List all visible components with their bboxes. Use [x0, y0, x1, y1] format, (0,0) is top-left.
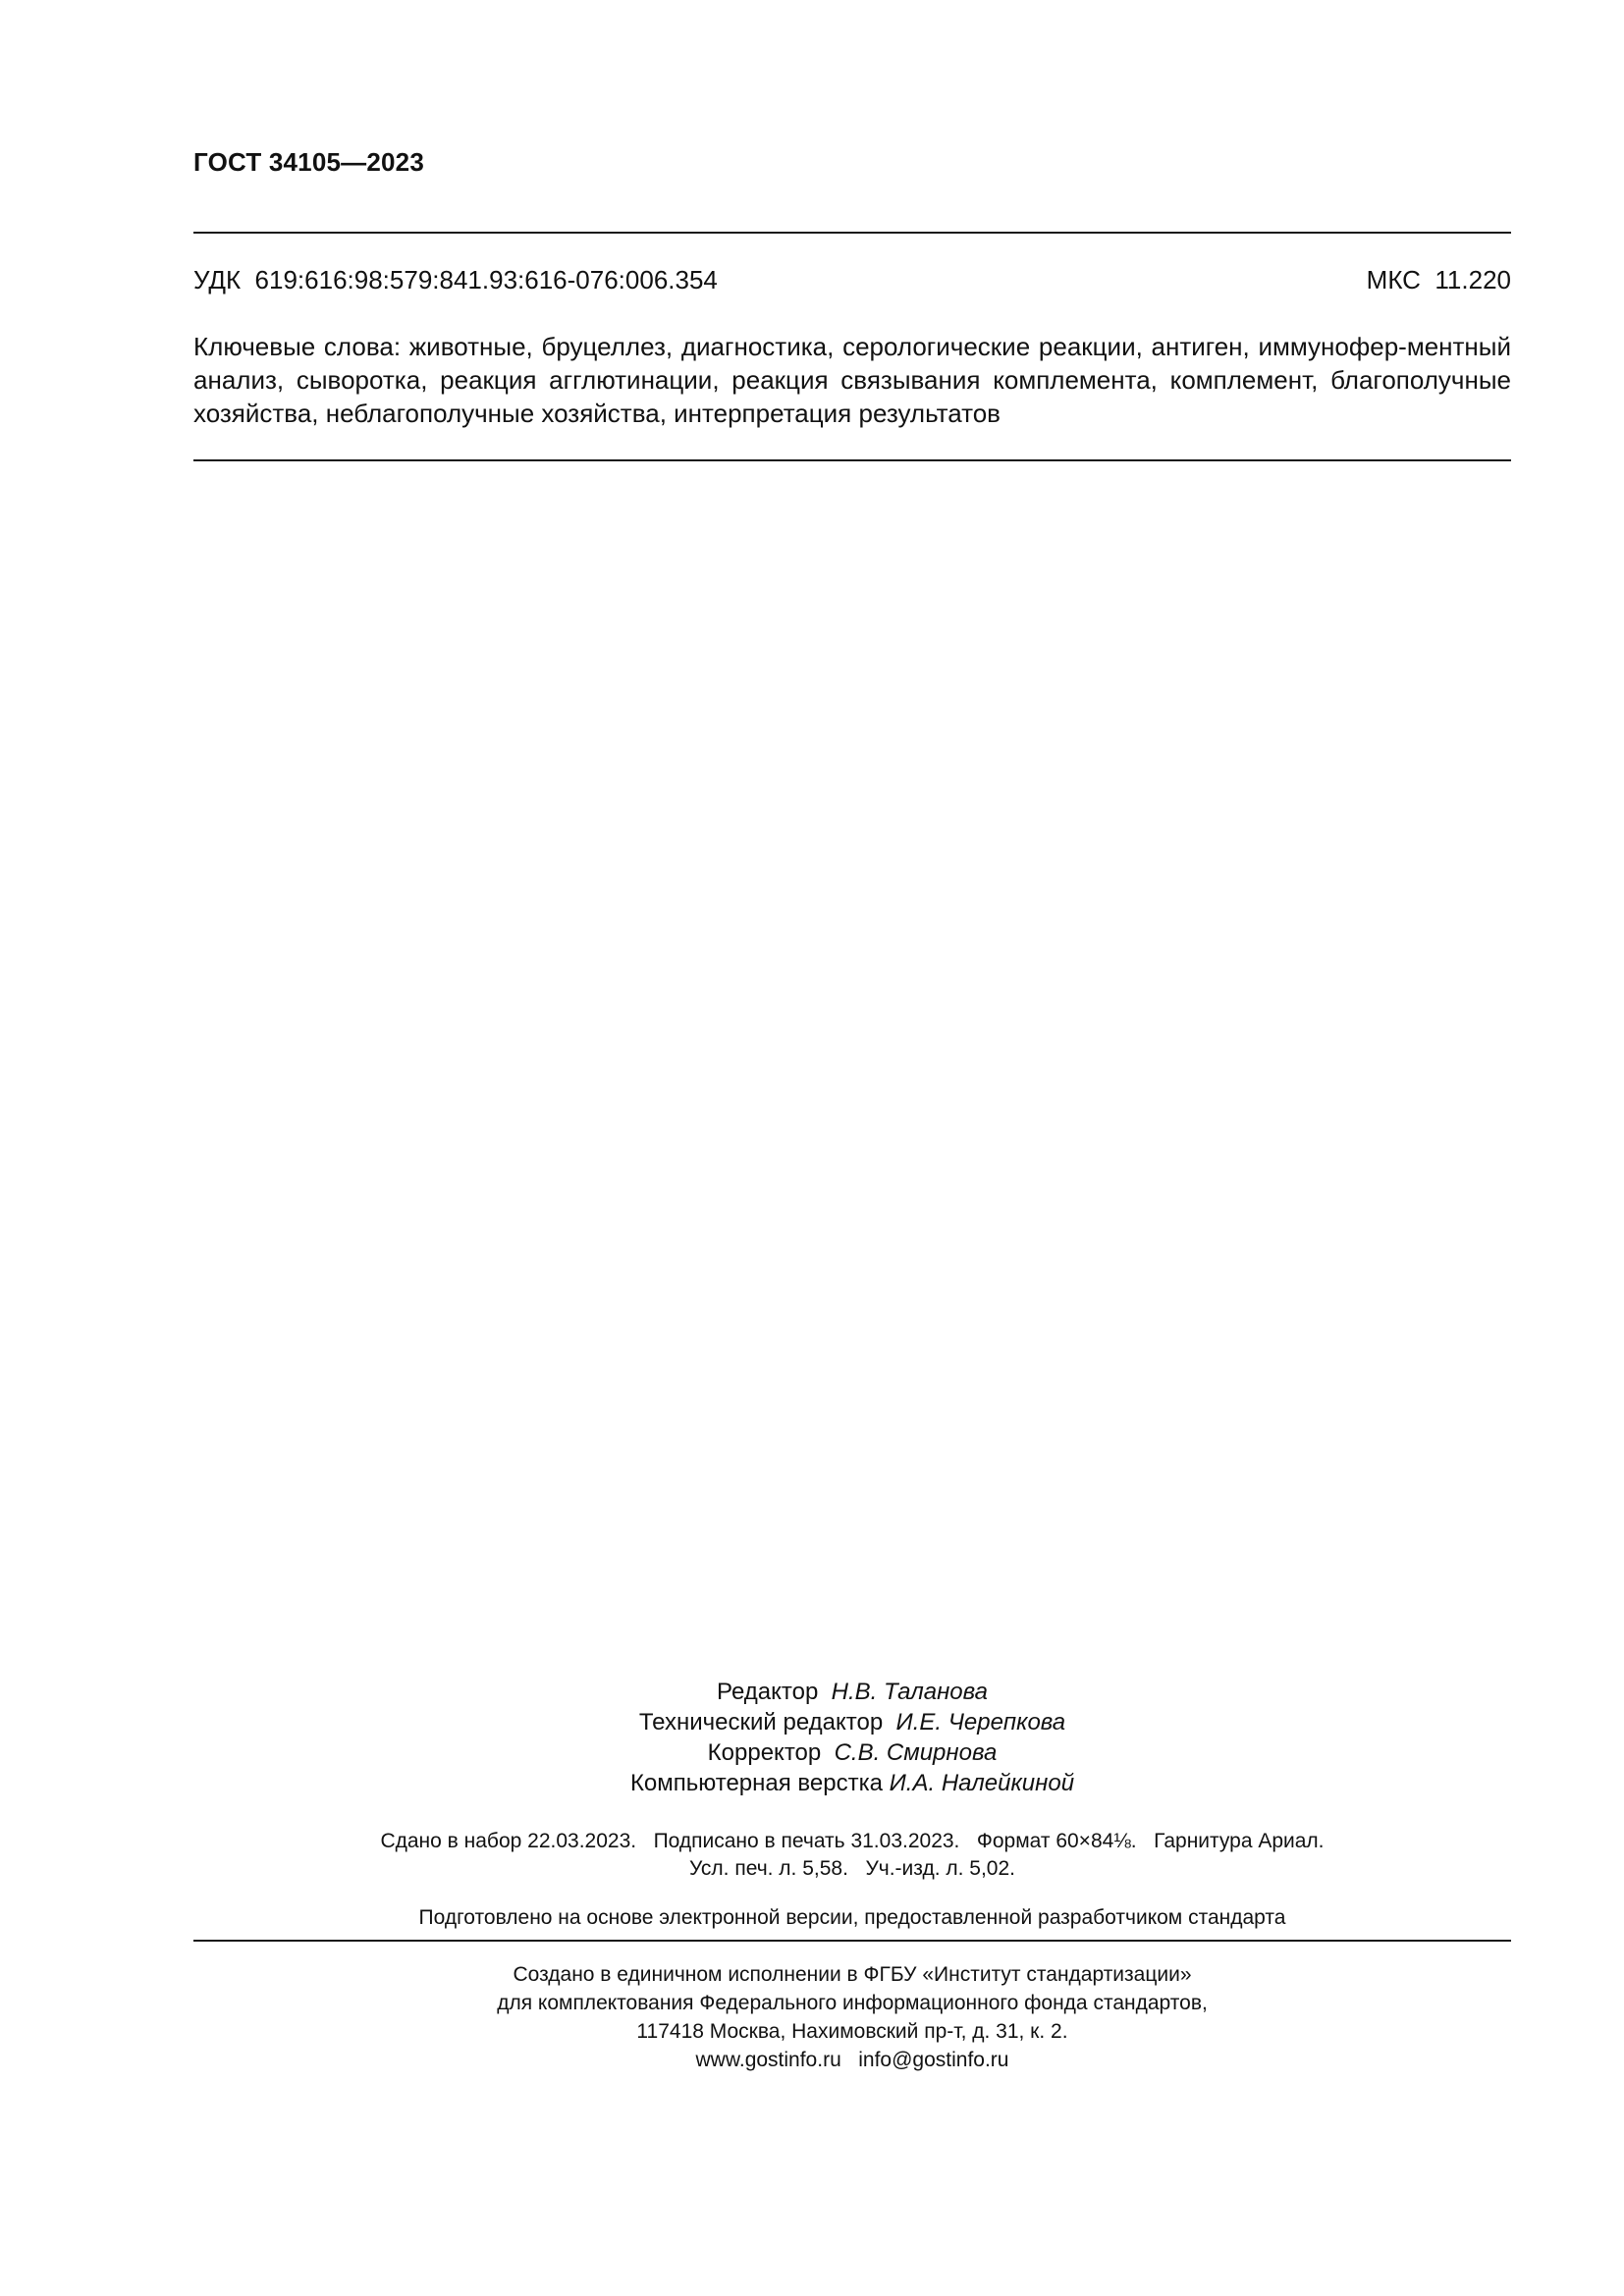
prepared-note: Подготовлено на основе электронной версии, предоставленной разработчиком стандарта	[418, 1906, 1286, 1929]
top-divider	[193, 232, 1511, 234]
keywords-paragraph: Ключевые слова: животные, бруцеллез, диагностика, серологические реакции, антиген, иммунофер-ментный анализ, сыворотка, реакция агглютинации, реакция связывания комплемента, комплемент, благополучные хозяйства, неблагополучные хозяйства, интерпретация результатов	[193, 332, 1511, 428]
footer-divider	[193, 1940, 1511, 1942]
credit-name: Н.В. Таланова	[831, 1679, 988, 1705]
udk-code: УДК 619:616:98:579:841.93:616-076:006.354	[193, 265, 718, 294]
keywords-divider	[193, 459, 1511, 461]
document-id: ГОСТ 34105—2023	[193, 147, 424, 177]
credit-layout	[193, 1768, 1511, 1798]
credit-role: Корректор	[707, 1739, 822, 1766]
publication-line-2: Усл. печ. л. 5,58. Уч.-изд. л. 5,02.	[688, 1857, 1015, 1880]
footer-line-2: для комплектования Федерального информационного фонда стандартов,	[497, 1992, 1208, 2014]
credits-block	[193, 1677, 1511, 1798]
credit-editor	[193, 1677, 1511, 1707]
credit-name: И.Е. Черепкова	[895, 1709, 1066, 1735]
mks-code: МКС 11.220	[1366, 265, 1511, 294]
credit-name: С.В. Смирнова	[834, 1739, 998, 1766]
credit-role: Технический редактор	[638, 1709, 884, 1735]
publication-info	[193, 1828, 1511, 1883]
footer-line-1: Создано в единичном исполнении в ФГБУ «Институт стандартизации»	[513, 1963, 1192, 1986]
publisher-footer	[193, 1960, 1511, 2074]
credit-name: И.А. Налейкиной	[889, 1770, 1075, 1796]
credit-tech-editor	[193, 1707, 1511, 1737]
credit-role: Компьютерная верстка	[629, 1770, 883, 1796]
footer-line-3: 117418 Москва, Нахимовский пр-т, д. 31, к. 2.	[636, 2020, 1068, 2043]
footer-line-4: www.gostinfo.ru info@gostinfo.ru	[695, 2049, 1009, 2071]
credit-proofreader	[193, 1737, 1511, 1768]
publication-line-1: Сдано в набор 22.03.2023. Подписано в печать 31.03.2023. Формат 60×84⅛. Гарнитура Ариал.	[380, 1830, 1325, 1852]
credit-role: Редактор	[717, 1679, 819, 1705]
